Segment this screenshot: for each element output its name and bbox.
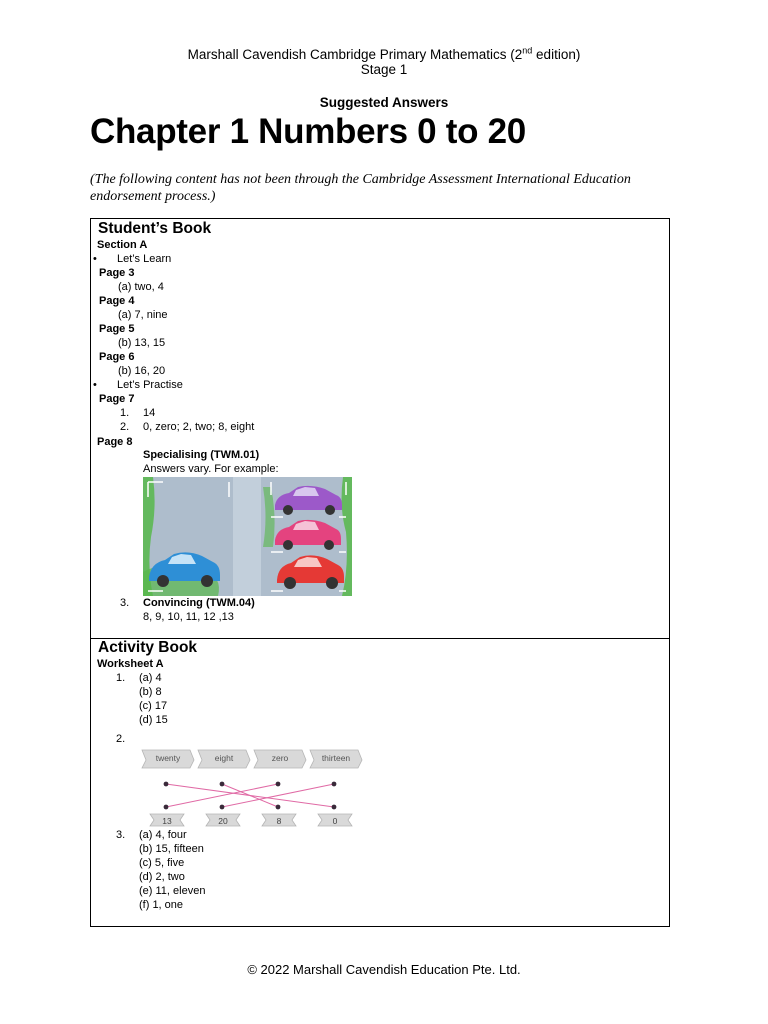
number-card-label: 13 <box>162 816 172 826</box>
word-card-label: zero <box>271 753 289 763</box>
matching-diagram <box>138 744 363 829</box>
word-card-label: twenty <box>155 753 181 763</box>
page-label: Page 4 <box>99 295 135 307</box>
parking-lot-illustration <box>143 477 352 596</box>
bullet-icon: • <box>93 379 97 391</box>
page-label: Page 5 <box>99 323 135 335</box>
header-stage: Stage 1 <box>360 62 408 77</box>
word-card-label: thirteen <box>321 753 351 763</box>
question-number: 1. <box>120 407 130 419</box>
answer-text: (b) 13, 15 <box>118 337 166 349</box>
copyright-footer: © 2022 Marshall Cavendish Education Pte. Ltd. <box>247 962 521 977</box>
chapter-title: Chapter 1 Numbers 0 to 20 <box>90 112 526 151</box>
suggested-answers-heading: Suggested Answers <box>319 95 449 110</box>
students-book-title: Student’s Book <box>98 220 212 237</box>
worksheet-label: Worksheet A <box>97 658 164 670</box>
answers-vary-text: Answers vary. For example: <box>143 463 279 475</box>
number-card-label: 8 <box>276 816 282 826</box>
specialising-label: Specialising (TWM.01) <box>143 449 260 461</box>
endorsement-note: (The following content has not been through the Cambridge Assessment International Education endorsement process.) <box>90 172 631 204</box>
answer-text: (f) 1, one <box>139 899 184 911</box>
answer-text: 0, zero; 2, two; 8, eight <box>143 421 255 433</box>
word-card-label: eight <box>214 753 234 763</box>
answer-text: (b) 15, fifteen <box>139 843 204 855</box>
page-label: Page 3 <box>99 267 135 279</box>
answer-text: (a) 4 <box>139 672 162 684</box>
section-label: Section A <box>97 239 148 251</box>
activity-book-section <box>90 638 670 927</box>
activity-book-title: Activity Book <box>98 639 198 656</box>
question-number: 2. <box>116 733 126 745</box>
answer-text: (d) 15 <box>139 714 168 726</box>
answer-text: (b) 16, 20 <box>118 365 166 377</box>
lets-practise-label: Let’s Practise <box>117 379 183 391</box>
answer-text: (a) 7, nine <box>118 309 168 321</box>
answer-text: 14 <box>143 407 156 419</box>
header-series-title: Marshall Cavendish Cambridge Primary Mathematics (2nd edition) <box>187 45 581 62</box>
question-number: 1. <box>116 672 126 684</box>
page-label: Page 6 <box>99 351 135 363</box>
question-number: 2. <box>120 421 130 433</box>
question-number: 3. <box>120 597 130 609</box>
page-label: Page 8 <box>97 436 133 448</box>
match-lines <box>166 784 334 807</box>
answer-text: (c) 17 <box>139 700 168 712</box>
students-book-section <box>90 218 670 639</box>
number-card-label: 0 <box>332 816 338 826</box>
number-card-label: 20 <box>218 816 228 826</box>
answer-text: (b) 8 <box>139 686 162 698</box>
lets-learn-label: Let’s Learn <box>117 253 172 265</box>
answer-text: (d) 2, two <box>139 871 185 883</box>
question-number: 3. <box>116 829 126 841</box>
answer-text: (a) two, 4 <box>118 281 164 293</box>
answer-text: (e) 11, eleven <box>139 885 206 897</box>
page-label: Page 7 <box>99 393 135 405</box>
document-header <box>0 47 768 77</box>
answer-text: 8, 9, 10, 11, 12 ,13 <box>143 611 234 623</box>
answer-text: (a) 4, four <box>139 829 187 841</box>
answer-text: (c) 5, five <box>139 857 185 869</box>
convincing-label: Convincing (TWM.04) <box>143 597 255 609</box>
bullet-icon: • <box>93 253 97 265</box>
